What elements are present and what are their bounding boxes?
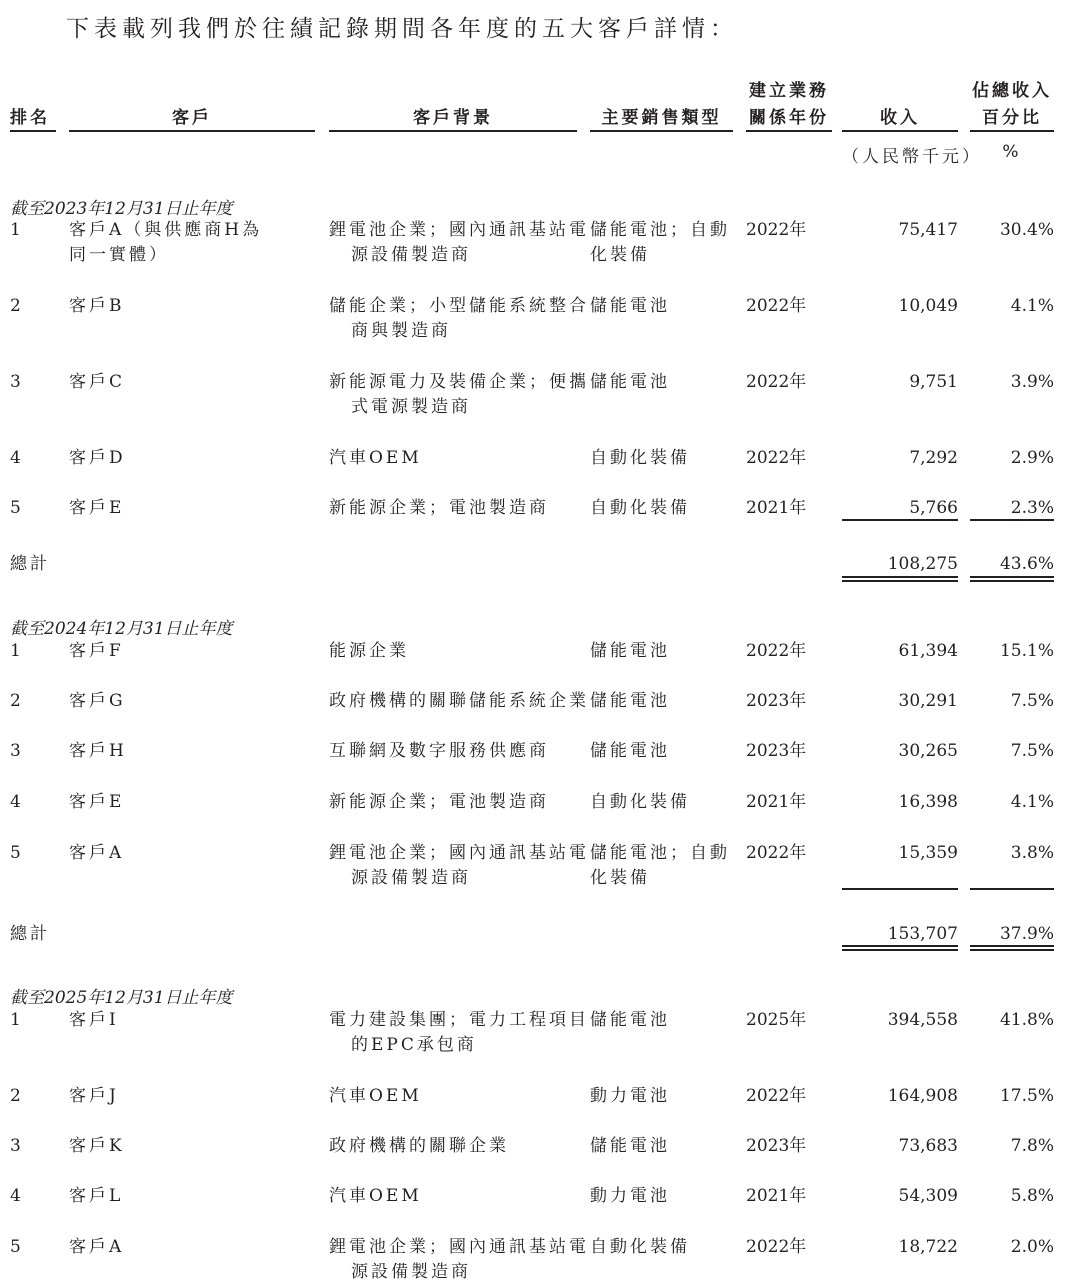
row-customer: 客戶A（與供應商H為: [69, 220, 263, 240]
row-background: 鋰電池企業；國內通訊基站電: [329, 843, 589, 863]
row-sales-type-cont: 化裝備: [590, 868, 650, 888]
row-background-cont: 源設備製造商: [351, 245, 471, 265]
row-rank: 1: [10, 220, 21, 240]
row-year: 2022年: [746, 296, 807, 316]
row-revenue: 73,683: [898, 1136, 958, 1156]
header-rule-rank: [10, 130, 56, 132]
row-background: 儲能企業；小型儲能系統整合: [329, 296, 589, 316]
row-customer: 客戶L: [69, 1186, 124, 1206]
header-years-line1: 建立業務: [749, 81, 829, 101]
row-sales-type: 自動化裝備: [590, 792, 690, 812]
row-background: 鋰電池企業；國內通訊基站電: [329, 1237, 589, 1257]
row-sales-type: 儲能電池；自動: [590, 220, 730, 240]
row-sales-type: 動力電池: [590, 1086, 670, 1106]
row-year: 2023年: [746, 741, 807, 761]
row-year: 2023年: [746, 691, 807, 711]
subtotal-rule-pct: [970, 888, 1054, 890]
header-sales-type: 主要銷售類型: [601, 108, 722, 128]
row-customer: 客戶E: [69, 498, 125, 518]
subtotal-rule-pct: [970, 519, 1054, 521]
row-revenue: 61,394: [898, 641, 958, 661]
header-customer: 客戶: [172, 108, 212, 128]
row-customer: 客戶A: [69, 843, 125, 863]
total-double-rule-pct: [970, 576, 1054, 582]
row-pct: 7.5%: [1010, 741, 1054, 761]
row-background-cont: 的EPC承包商: [351, 1035, 477, 1055]
total-label: 總計: [10, 924, 50, 944]
row-year: 2022年: [746, 1086, 807, 1106]
row-sales-type: 儲能電池: [590, 372, 670, 392]
total-revenue: 153,707: [887, 924, 958, 944]
row-rank: 3: [10, 741, 21, 761]
total-label: 總計: [10, 554, 50, 574]
row-background-cont: 源設備製造商: [351, 1262, 471, 1282]
header-years-line2: 關係年份: [749, 108, 829, 128]
row-background: 政府機構的關聯企業: [329, 1136, 509, 1156]
row-background: 政府機構的關聯儲能系統企業: [329, 691, 589, 711]
row-pct: 4.1%: [1010, 296, 1054, 316]
header-rank: 排名: [10, 108, 50, 128]
row-revenue: 18,722: [898, 1237, 958, 1257]
row-rank: 1: [10, 1010, 21, 1030]
subtotal-rule-revenue: [842, 888, 958, 890]
section-title-2024: 截至2024年12月31日止年度: [10, 619, 233, 639]
row-pct: 7.8%: [1010, 1136, 1054, 1156]
row-background: 能源企業: [329, 641, 409, 661]
intro-text: 下表載列我們於往績記錄期間各年度的五大客戶詳情：: [66, 16, 738, 42]
total-pct: 43.6%: [999, 554, 1054, 574]
row-pct: 5.8%: [1010, 1186, 1054, 1206]
row-background: 互聯網及數字服務供應商: [329, 741, 549, 761]
header-pct-line2: 百分比: [982, 108, 1042, 128]
row-pct: 41.8%: [999, 1010, 1054, 1030]
header-pct-line1: 佔總收入: [972, 81, 1052, 101]
row-sales-type: 自動化裝備: [590, 448, 690, 468]
header-rule-background: [329, 130, 577, 132]
row-customer: 客戶K: [69, 1136, 125, 1156]
row-customer: 客戶D: [69, 448, 126, 468]
row-sales-type: 儲能電池: [590, 691, 670, 711]
row-year: 2022年: [746, 1237, 807, 1257]
header-background: 客戶背景: [413, 108, 493, 128]
row-sales-type: 自動化裝備: [590, 1237, 690, 1257]
row-year: 2022年: [746, 220, 807, 240]
row-year: 2025年: [746, 1010, 807, 1030]
row-revenue: 10,049: [898, 296, 958, 316]
row-background: 汽車OEM: [329, 1086, 422, 1106]
row-revenue: 54,309: [898, 1186, 958, 1206]
row-year: 2022年: [746, 372, 807, 392]
row-pct: 2.3%: [1010, 498, 1054, 518]
row-pct: 15.1%: [999, 641, 1054, 661]
section-title-2023: 截至2023年12月31日止年度: [10, 199, 233, 219]
row-year: 2021年: [746, 1186, 807, 1206]
total-revenue: 108,275: [887, 554, 958, 574]
row-sales-type-cont: 化裝備: [590, 245, 650, 265]
row-customer: 客戶J: [69, 1086, 119, 1106]
row-pct: 7.5%: [1010, 691, 1054, 711]
row-rank: 2: [10, 1086, 21, 1106]
row-rank: 5: [10, 843, 21, 863]
row-customer: 客戶C: [69, 372, 126, 392]
row-year: 2022年: [746, 448, 807, 468]
section-title-2025: 截至2025年12月31日止年度: [10, 988, 233, 1008]
row-background: 電力建設集團；電力工程項目: [329, 1010, 589, 1030]
row-rank: 2: [10, 296, 21, 316]
row-customer: 客戶I: [69, 1010, 119, 1030]
row-pct: 2.0%: [1010, 1237, 1054, 1257]
row-customer: 客戶A: [69, 1237, 125, 1257]
pct-unit: %: [1002, 142, 1022, 162]
row-pct: 3.9%: [1010, 372, 1054, 392]
row-revenue: 30,265: [898, 741, 958, 761]
header-rule-years: [746, 130, 832, 132]
row-background: 新能源企業；電池製造商: [329, 498, 549, 518]
row-year: 2022年: [746, 641, 807, 661]
row-sales-type: 儲能電池: [590, 1010, 670, 1030]
row-sales-type: 儲能電池: [590, 296, 670, 316]
total-double-rule-revenue: [842, 945, 958, 951]
row-rank: 3: [10, 372, 21, 392]
row-rank: 5: [10, 1237, 21, 1257]
row-customer: 客戶B: [69, 296, 125, 316]
row-background-cont: 源設備製造商: [351, 868, 471, 888]
row-rank: 4: [10, 448, 21, 468]
row-sales-type: 儲能電池: [590, 741, 670, 761]
row-customer-cont: 同一實體）: [69, 245, 169, 265]
header-revenue: 收入: [880, 108, 920, 128]
row-revenue: 15,359: [898, 843, 958, 863]
row-pct: 2.9%: [1010, 448, 1054, 468]
row-pct: 4.1%: [1010, 792, 1054, 812]
row-rank: 4: [10, 1186, 21, 1206]
row-rank: 3: [10, 1136, 21, 1156]
header-rule-revenue: [842, 130, 958, 132]
row-revenue: 7,292: [909, 448, 958, 468]
total-pct: 37.9%: [999, 924, 1054, 944]
row-customer: 客戶E: [69, 792, 125, 812]
header-rule-pct: [970, 130, 1054, 132]
row-background: 汽車OEM: [329, 448, 422, 468]
row-background: 汽車OEM: [329, 1186, 422, 1206]
row-revenue: 164,908: [887, 1086, 958, 1106]
row-rank: 1: [10, 641, 21, 661]
row-background-cont: 商與製造商: [351, 321, 451, 341]
row-revenue: 5,766: [909, 498, 958, 518]
row-sales-type: 動力電池: [590, 1186, 670, 1206]
row-revenue: 394,558: [887, 1010, 958, 1030]
row-rank: 2: [10, 691, 21, 711]
total-double-rule-revenue: [842, 576, 958, 582]
row-rank: 5: [10, 498, 21, 518]
row-background: 新能源企業；電池製造商: [329, 792, 549, 812]
row-customer: 客戶F: [69, 641, 124, 661]
total-double-rule-pct: [970, 945, 1054, 951]
row-background: 新能源電力及裝備企業；便攜: [329, 372, 589, 392]
row-sales-type: 儲能電池: [590, 1136, 670, 1156]
row-year: 2021年: [746, 792, 807, 812]
row-rank: 4: [10, 792, 21, 812]
row-background-cont: 式電源製造商: [351, 397, 471, 417]
row-pct: 30.4%: [999, 220, 1054, 240]
revenue-unit: （人民幣千元）: [842, 147, 982, 167]
row-pct: 17.5%: [999, 1086, 1054, 1106]
row-revenue: 9,751: [909, 372, 958, 392]
row-background: 鋰電池企業；國內通訊基站電: [329, 220, 589, 240]
row-year: 2022年: [746, 843, 807, 863]
row-sales-type: 儲能電池；自動: [590, 843, 730, 863]
row-revenue: 16,398: [898, 792, 958, 812]
row-sales-type: 儲能電池: [590, 641, 670, 661]
row-pct: 3.8%: [1010, 843, 1054, 863]
row-year: 2023年: [746, 1136, 807, 1156]
row-sales-type: 自動化裝備: [590, 498, 690, 518]
row-customer: 客戶H: [69, 741, 127, 761]
row-year: 2021年: [746, 498, 807, 518]
header-rule-sales-type: [590, 130, 733, 132]
row-revenue: 30,291: [898, 691, 958, 711]
row-revenue: 75,417: [898, 220, 958, 240]
row-customer: 客戶G: [69, 691, 126, 711]
subtotal-rule-revenue: [842, 519, 958, 521]
header-rule-customer: [69, 130, 315, 132]
